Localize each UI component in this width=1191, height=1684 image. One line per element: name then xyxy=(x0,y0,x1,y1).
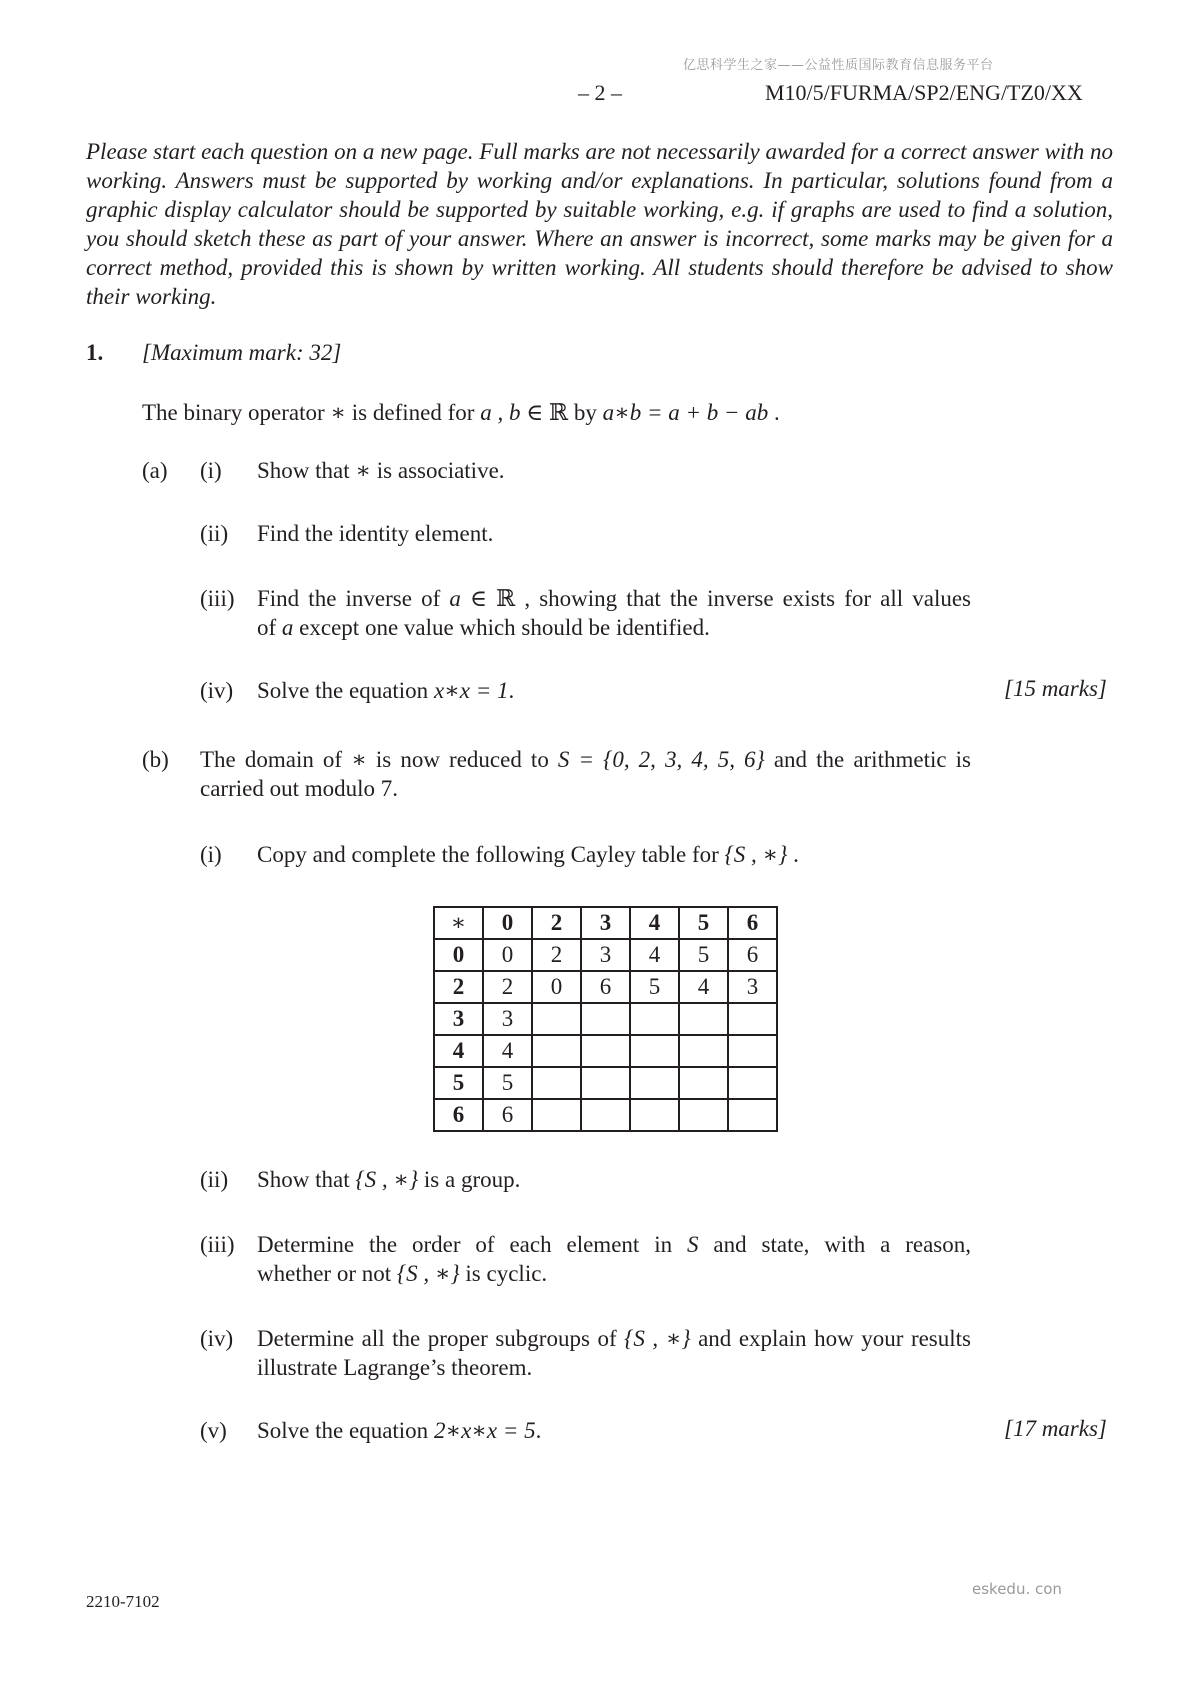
question-number: 1. xyxy=(86,340,104,365)
cayley-cell xyxy=(728,1035,777,1067)
cayley-cell: 5 xyxy=(630,971,679,1003)
cayley-cell xyxy=(679,1003,728,1035)
part-b-iii-label: (iii) xyxy=(200,1232,235,1257)
intro-text: . xyxy=(768,400,780,425)
cayley-cell xyxy=(630,1035,679,1067)
paper-code: M10/5/FURMA/SP2/ENG/TZ0/XX xyxy=(765,80,1083,105)
cayley-row xyxy=(434,1067,777,1099)
cayley-col-header: 5 xyxy=(679,907,728,939)
cayley-cell xyxy=(581,1067,630,1099)
part-b-v-label: (v) xyxy=(200,1418,227,1443)
cayley-col-header: 2 xyxy=(532,907,581,939)
cayley-cell: 6 xyxy=(728,939,777,971)
cayley-cell: 6 xyxy=(483,1099,532,1131)
cayley-row-header: 6 xyxy=(434,1099,483,1131)
cayley-cell: 5 xyxy=(483,1067,532,1099)
cayley-cell xyxy=(728,1003,777,1035)
cayley-cell xyxy=(581,1035,630,1067)
part-b-i-label: (i) xyxy=(200,842,222,867)
cayley-cell: 3 xyxy=(581,939,630,971)
cayley-cell xyxy=(679,1035,728,1067)
cayley-cell xyxy=(532,1035,581,1067)
cayley-cell: 4 xyxy=(483,1035,532,1067)
part-b-intro: The domain of ∗ is now reduced to S = {0, 2, 3, 4, 5, 6} and the arithmetic is carried out modulo 7. xyxy=(200,747,971,801)
part-b-ii-label: (ii) xyxy=(200,1167,229,1192)
part-b-v-text: Solve the equation 2∗x∗x = 5. xyxy=(257,1418,542,1443)
intro-text: ∈ ℝ by xyxy=(520,400,603,425)
part-a-label: (a) xyxy=(142,458,168,483)
cayley-row xyxy=(434,939,777,971)
cayley-cell: 2 xyxy=(483,971,532,1003)
question-max-mark: [Maximum mark: 32] xyxy=(142,340,342,365)
part-a-i-text: Show that ∗ is associative. xyxy=(257,458,505,483)
cayley-cell: 2 xyxy=(532,939,581,971)
cayley-cell: 6 xyxy=(581,971,630,1003)
header-watermark: 亿思科学生之家——公益性质国际教育信息服务平台 xyxy=(683,58,994,73)
cayley-row-header: 2 xyxy=(434,971,483,1003)
cayley-header-row xyxy=(434,907,777,939)
part-a-iii-label: (iii) xyxy=(200,586,235,611)
cayley-cell: 0 xyxy=(483,939,532,971)
cayley-cell xyxy=(728,1099,777,1131)
cayley-cell xyxy=(532,1099,581,1131)
part-b-label: (b) xyxy=(142,747,169,772)
part-a-iv-label: (iv) xyxy=(200,678,234,703)
cayley-row-header: 5 xyxy=(434,1067,483,1099)
instructions: Please start each question on a new page. Full marks are not necessarily awarded for a correct answer with no working. Answers must be supported by working and/or explanations. In particular, solutions found from a graphic display calculator should be supported by suitable working, e.g. if graphs are used to find a solution, you should sketch these as part of your answer. Where an answer is incorrect, some marks may be given for a correct method, provided this is shown by written working. All students should therefore be advised to show their working. xyxy=(86,139,1113,309)
cayley-cell xyxy=(728,1067,777,1099)
cayley-cell xyxy=(630,1099,679,1131)
cayley-cell: 4 xyxy=(679,971,728,1003)
footer-watermark: eskedu. con xyxy=(972,1580,1062,1598)
part-a-marks: [15 marks] xyxy=(1004,676,1107,701)
cayley-col-header: 0 xyxy=(483,907,532,939)
cayley-cell xyxy=(581,1003,630,1035)
cayley-row-header: 4 xyxy=(434,1035,483,1067)
cayley-cell: 4 xyxy=(630,939,679,971)
cayley-col-header: 6 xyxy=(728,907,777,939)
cayley-row xyxy=(434,1099,777,1131)
cayley-col-header: 4 xyxy=(630,907,679,939)
cayley-row xyxy=(434,1035,777,1067)
cayley-cell xyxy=(630,1003,679,1035)
part-b-iv-text: Determine all the proper subgroups of {S , ∗} and explain how your results illustrate Lagrange’s theorem. xyxy=(257,1326,971,1380)
part-a-iv-text: Solve the equation x∗x = 1. xyxy=(257,678,515,703)
page-number: – 2 – xyxy=(578,80,622,105)
part-a-ii-text: Find the identity element. xyxy=(257,521,494,546)
footer-code: 2210-7102 xyxy=(86,1592,160,1611)
cayley-cell xyxy=(679,1099,728,1131)
part-b-iii-text: Determine the order of each element in S and state, with a reason, whether or not {S , ∗} is cyclic. xyxy=(257,1232,972,1286)
cayley-cell xyxy=(630,1067,679,1099)
cayley-cell: 3 xyxy=(483,1003,532,1035)
cayley-cell xyxy=(532,1003,581,1035)
part-b-marks: [17 marks] xyxy=(1004,1416,1107,1441)
intro-formula: a∗b = a + b − ab xyxy=(602,400,769,425)
cayley-cell xyxy=(532,1067,581,1099)
intro-vars: a , b xyxy=(480,400,521,425)
cayley-cell xyxy=(679,1067,728,1099)
cayley-table xyxy=(433,906,778,1132)
part-a-i-label: (i) xyxy=(200,458,222,483)
cayley-row-header: 3 xyxy=(434,1003,483,1035)
part-a-ii-label: (ii) xyxy=(200,521,229,546)
part-b-iv-label: (iv) xyxy=(200,1326,234,1351)
operator-symbol: ∗ xyxy=(330,400,347,425)
cayley-cell: 3 xyxy=(728,971,777,1003)
cayley-cell xyxy=(581,1099,630,1131)
cayley-row xyxy=(434,971,777,1003)
question-intro xyxy=(142,398,780,427)
cayley-col-header: 3 xyxy=(581,907,630,939)
part-b-ii-text: Show that {S , ∗} is a group. xyxy=(257,1167,521,1192)
cayley-cell: 0 xyxy=(532,971,581,1003)
cayley-corner: ∗ xyxy=(434,907,483,939)
cayley-row xyxy=(434,1003,777,1035)
intro-text: is defined for xyxy=(346,400,481,425)
part-b-i-text: Copy and complete the following Cayley table for {S , ∗} . xyxy=(257,842,799,867)
intro-text: The binary operator xyxy=(142,400,331,425)
cayley-row-header: 0 xyxy=(434,939,483,971)
part-a-iii-text: Find the inverse of a ∈ ℝ , showing that the inverse exists for all values of a except one value which should be identified. xyxy=(257,586,971,640)
cayley-cell: 5 xyxy=(679,939,728,971)
